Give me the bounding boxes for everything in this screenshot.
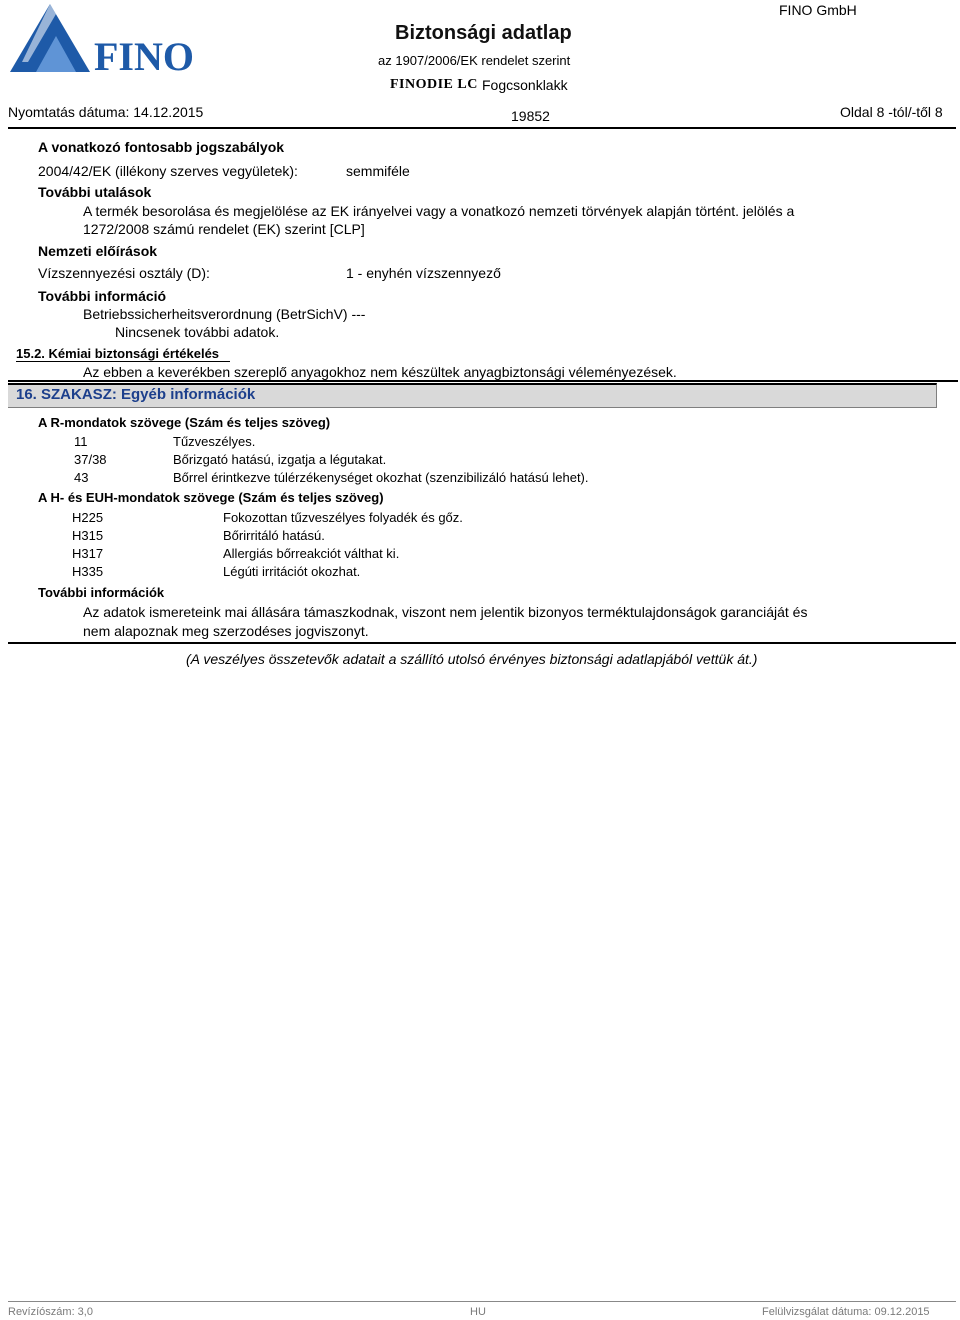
h-phrase-text: Bőrirritáló hatású. <box>223 528 325 543</box>
product-name: Fogcsonklakk <box>482 77 568 93</box>
h-phrase-code: H317 <box>72 546 104 561</box>
further-references-line-1: A termék besorolása és megjelölése az EK irányelvei vagy a vonatkozó nemzeti törvények alapján történt. jelölés a <box>83 203 795 219</box>
print-date: Nyomtatás dátuma: 14.12.2015 <box>8 104 204 120</box>
chemical-safety-heading: 15.2. Kémiai biztonsági értékelés <box>16 346 220 361</box>
document-number: 19852 <box>511 108 550 124</box>
r-phrase-text: Bőrizgató hatású, izgatja a légutakat. <box>173 452 387 467</box>
review-date: Felülvizsgálat dátuma: 09.12.2015 <box>762 1306 930 1318</box>
r-phrase-text: Tűzveszélyes. <box>173 434 256 449</box>
chemical-safety-underline <box>16 361 230 362</box>
r-phrase-code: 11 <box>74 434 88 449</box>
footer-divider <box>8 1301 956 1302</box>
more-info-line-1: Betriebssicherheitsverordnung (BetrSichV) --- <box>83 306 366 322</box>
water-hazard-label: Vízszennyezési osztály (D): <box>38 265 210 281</box>
h-phrase-code: H315 <box>72 528 104 543</box>
section-16-top-rule <box>8 380 958 382</box>
water-hazard-value: 1 - enyhén vízszennyező <box>346 265 501 281</box>
chemical-safety-text: Az ebben a keverékben szereplő anyagokhoz nem készültek anyagbiztonsági véleményezések. <box>83 364 677 380</box>
section-16-title: 16. SZAKASZ: Egyéb információk <box>16 386 256 403</box>
r-phrase-text: Bőrrel érintkezve túlérzékenységet okozhat (szenzibilizáló hatású lehet). <box>173 470 589 485</box>
r-phrase-code: 43 <box>74 470 89 485</box>
r-phrase-code: 37/38 <box>74 452 107 467</box>
fino-logo <box>8 2 203 74</box>
h-phrase-text: Allergiás bőrreakciót válthat ki. <box>223 546 400 561</box>
company-name: FINO GmbH <box>779 2 857 18</box>
further-info-line-2: nem alapoznak meg szerzodéses jogviszonyt. <box>83 623 369 639</box>
header-divider <box>8 127 956 129</box>
voc-label: 2004/42/EK (illékony szerves vegyületek): <box>38 163 298 179</box>
h-phrases-heading: A H- és EUH-mondatok szövege (Szám és teljes szöveg) <box>38 490 384 505</box>
regulation-reference: az 1907/2006/EK rendelet szerint <box>378 53 571 68</box>
r-phrases-heading: A R-mondatok szövege (Szám és teljes szöveg) <box>38 415 331 430</box>
relevant-regulations-heading: A vonatkozó fontosabb jogszabályok <box>38 139 285 155</box>
more-info-heading: További információ <box>38 288 167 304</box>
revision-number: Revízíószám: 3,0 <box>8 1306 93 1318</box>
more-info-line-2: Nincsenek további adatok. <box>115 324 280 340</box>
closing-note: (A veszélyes összetevők adatait a szállító utolsó érvényes biztonsági adatlapjából vettük át.) <box>186 651 758 667</box>
svg-text:FINO: FINO <box>94 34 194 74</box>
h-phrase-text: Fokozottan tűzveszélyes folyadék és gőz. <box>223 510 463 525</box>
document-title: Biztonsági adatlap <box>395 22 572 44</box>
national-regulations-heading: Nemzeti előírások <box>38 243 158 259</box>
h-phrase-code: H225 <box>72 510 104 525</box>
further-references-heading: További utalások <box>38 184 152 200</box>
voc-value: semmiféle <box>346 163 410 179</box>
h-phrase-code: H335 <box>72 564 104 579</box>
brand-name: FINODIE LC <box>390 77 478 92</box>
closing-divider <box>8 642 956 644</box>
language-code: HU <box>470 1306 486 1318</box>
page-number: Oldal 8 -tól/-től 8 <box>840 104 943 120</box>
further-references-line-2: 1272/2008 számú rendelet (EK) szerint [CLP] <box>83 221 365 237</box>
further-info-heading: További információk <box>38 585 165 600</box>
h-phrase-text: Légúti irritációt okozhat. <box>223 564 361 579</box>
further-info-line-1: Az adatok ismereteink mai állására támaszkodnak, viszont nem jelentik bizonyos terméktulajdonságok garanciáját és <box>83 604 808 620</box>
